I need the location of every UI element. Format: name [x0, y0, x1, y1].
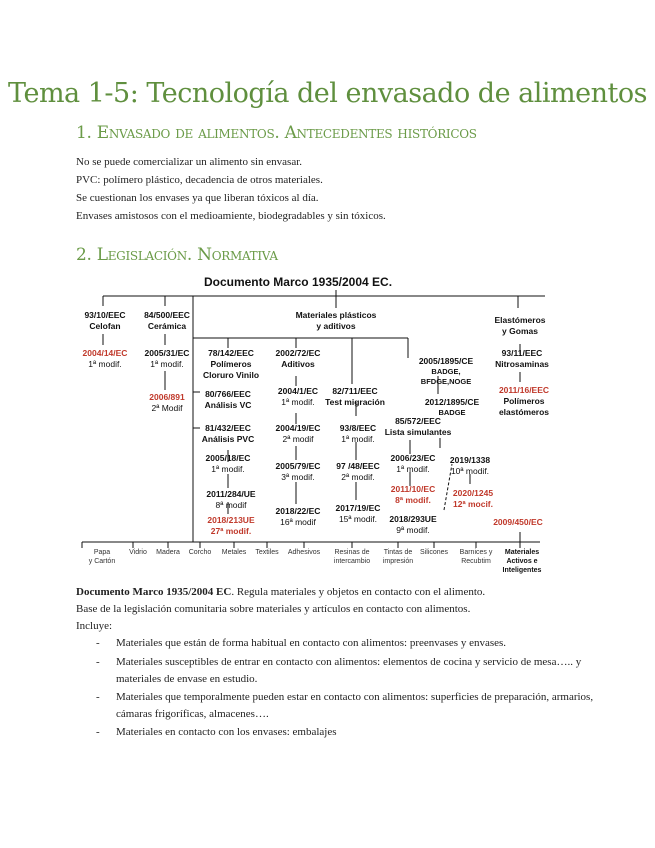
node-2009-450-ec: 2009/450/EC	[493, 517, 543, 527]
para-bold: Documento Marco 1935/2004 EC	[76, 586, 232, 598]
node-badge: BADGE	[438, 408, 466, 417]
node-y-gomas: y Gomas	[502, 326, 538, 336]
bullet-dash: -	[96, 656, 100, 668]
material-vidrio: Vidrio	[129, 549, 147, 556]
node-y-aditivos: y aditivos	[316, 321, 356, 331]
node-8a-modif: 8ª modif	[215, 500, 247, 510]
node-93-8-eec: 93/8/EEC	[339, 423, 377, 433]
node-2018-22-ec: 2018/22/EC	[275, 506, 321, 516]
node-78-142-eec: 78/142/EEC	[208, 348, 254, 358]
node-polimeros: Polímeros	[503, 396, 545, 406]
node-1a-modif: 1ª modif.	[150, 359, 184, 369]
node-1a-modif: 1ª modif.	[211, 464, 245, 474]
node-2a-modif: 2ª Modif	[151, 403, 183, 413]
material-corcho: Corcho	[188, 549, 212, 556]
node-elastomeros: Elastómeros	[494, 315, 546, 325]
node-2005-79-ec: 2005/79/EC	[275, 461, 321, 471]
node-aditivos: Aditivos	[281, 359, 315, 369]
node-16a-modif: 16ª modif	[280, 517, 316, 527]
para-rest: . Regula materiales y objetos en contacto con el alimento.	[231, 586, 486, 598]
node-81-432-eec: 81/432/EEC	[205, 423, 251, 433]
material-tintas: Tintas de	[383, 549, 413, 556]
section1-line: No se puede comercializar un alimento sin envasar.	[76, 156, 303, 168]
node-1a-modif: 1ª modif.	[396, 464, 430, 474]
node-nitrosaminas: Nitrosaminas	[495, 359, 549, 369]
node-82-711-eec: 82/711/EEC	[332, 386, 378, 396]
section1-line: Se cuestionan los envases ya que liberan tóxicos al día.	[76, 192, 319, 204]
node-15a-modif: 15ª modif.	[338, 514, 378, 524]
node-2006-23-ec: 2006/23/EC	[390, 453, 436, 463]
material-impresion: impresión	[382, 558, 414, 565]
node-9a-modif: 9ª modif.	[396, 525, 430, 535]
node-2a-modif: 2ª modif	[282, 434, 314, 444]
material-barnices: Barnices y	[459, 549, 493, 556]
node-test-migracion: Test migración	[325, 397, 385, 407]
material-resinas: Resinas de	[334, 549, 370, 556]
material-recubtim: Recubtim	[461, 558, 491, 565]
material-activos: Materiales	[504, 549, 540, 556]
node-1a-modif: 1ª modif.	[341, 434, 375, 444]
material-silicones: Silicones	[419, 549, 449, 556]
section1-line: PVC: polímero plástico, decadencia de otros materiales.	[76, 174, 323, 186]
node-2011-284-ue: 2011/284/UE	[206, 489, 256, 499]
node-elastomeros: elastómeros	[498, 407, 550, 417]
node-85-572-eec: 85/572/EEC	[395, 416, 441, 426]
material-adhesivos: Adhesivos	[287, 549, 321, 556]
material-metales: Metales	[221, 549, 247, 556]
node-2018-213ue: 2018/213UE	[207, 515, 255, 525]
para-incluye: Incluye:	[76, 620, 113, 632]
section2-heading: 2. Legislación. Normativa	[76, 245, 278, 265]
node-2017-19-ec: 2017/19/EC	[335, 503, 381, 513]
node-1a-modif: 1ª modif.	[281, 397, 315, 407]
node-93-10-eec: 93/10/EEC	[84, 310, 126, 320]
node-2005-18-ec: 2005/18/EC	[205, 453, 251, 463]
node-8a-modif: 8ª modif.	[395, 495, 431, 505]
node-80-766-eec: 80/766/EEC	[205, 389, 251, 399]
node-2004-14-ec: 2004/14/EC	[82, 348, 128, 358]
node-10a-modif: 10ª modif.	[450, 466, 490, 476]
node-2018-293ue: 2018/293UE	[389, 514, 437, 524]
material-textiles: Textiles	[255, 549, 279, 556]
bullet-item: Materiales en contacto con los envases: embalajes	[116, 726, 337, 738]
bullet-dash: -	[96, 637, 100, 649]
node-1a-modif: 1ª modif.	[88, 359, 122, 369]
node-lista-simulantes: Lista simulantes	[384, 427, 452, 437]
para-documento-marco	[76, 585, 485, 599]
node-97-48-eec: 97 /48/EEC	[336, 461, 380, 471]
material-activos-e: Activos e	[506, 558, 538, 565]
node-polimeros: Polímeros	[210, 359, 252, 369]
node-2005-1895-ce: 2005/1895/CE	[418, 356, 474, 366]
node-2a-modif: 2ª modif.	[341, 472, 375, 482]
node-2011-16-eec: 2011/16/EEC	[498, 385, 550, 395]
node-2002-72-ec: 2002/72/EC	[275, 348, 321, 358]
node-2011-10-ec: 2011/10/EC	[390, 484, 436, 494]
node-2006-891: 2006/891	[149, 392, 185, 402]
legislation-diagram	[0, 268, 655, 578]
node-materiales-plasticos: Materiales plásticos	[295, 310, 377, 320]
material-intercambio: intercambio	[333, 558, 371, 565]
node-12a-modif: 12ª mocif.	[453, 499, 493, 509]
node-badge: BADGE,	[431, 367, 461, 376]
para-base: Base de la legislación comunitaria sobre materiales y artículos en contacto con alimentos.	[76, 603, 471, 615]
node-2020-1245: 2020/1245	[452, 488, 494, 498]
node-analisis-pvc: Análisis PVC	[201, 434, 255, 444]
bullet-item: Materiales que están de forma habitual en contacto con alimentos: preenvases y envases.	[116, 637, 507, 649]
node-2005-31-ec: 2005/31/EC	[144, 348, 190, 358]
node-celofan: Celofan	[89, 321, 121, 331]
material-papa: Papa	[93, 549, 111, 556]
node-2019-1338: 2019/1338	[449, 455, 491, 465]
node-3a-modif: 3ª modif.	[281, 472, 315, 482]
material-y-carton: y Cartón	[88, 558, 116, 565]
node-2004-1-ec: 2004/1/EC	[277, 386, 319, 396]
node-analisis-vc: Análisis VC	[204, 400, 252, 410]
bullet-item: Materiales susceptibles de entrar en contacto con alimentos: elementos de cocina y servicio de mesa….. y materiales de envase en estudio.	[116, 656, 582, 685]
node-2012-1895-ce: 2012/1895/CE	[424, 397, 480, 407]
node-27a-modif: 27ª modif.	[210, 526, 252, 536]
page-title: Tema 1-5: Tecnología del envasado de alimentos	[8, 78, 647, 109]
node-ceramica: Cerámica	[147, 321, 187, 331]
node-bfdge-noge: BFDGE,NOGE	[420, 377, 472, 386]
node-cloruro-vinilo: Cloruro Vinilo	[202, 370, 260, 380]
diagram-root: Documento Marco 1935/2004 EC.	[203, 275, 393, 289]
section1-heading: 1. Envasado de alimentos. Antecedentes históricos	[76, 123, 477, 143]
node-93-11-eec: 93/11/EEC	[501, 348, 543, 358]
node-84-500-eec: 84/500/EEC	[144, 310, 190, 320]
bullet-dash: -	[96, 726, 100, 738]
bullet-dash: -	[96, 691, 100, 703]
material-inteligentes: Inteligentes	[502, 567, 542, 574]
node-2004-19-ec: 2004/19/EC	[275, 423, 321, 433]
material-madera: Madera	[156, 549, 180, 556]
section1-line: Envases amistosos con el medioamiente, biodegradables y sin tóxicos.	[76, 210, 386, 222]
bullet-item: Materiales que temporalmente pueden estar en contacto con alimentos: superficies de preparación, armarios, cámaras frigoríficas, almacenes….	[116, 691, 594, 720]
